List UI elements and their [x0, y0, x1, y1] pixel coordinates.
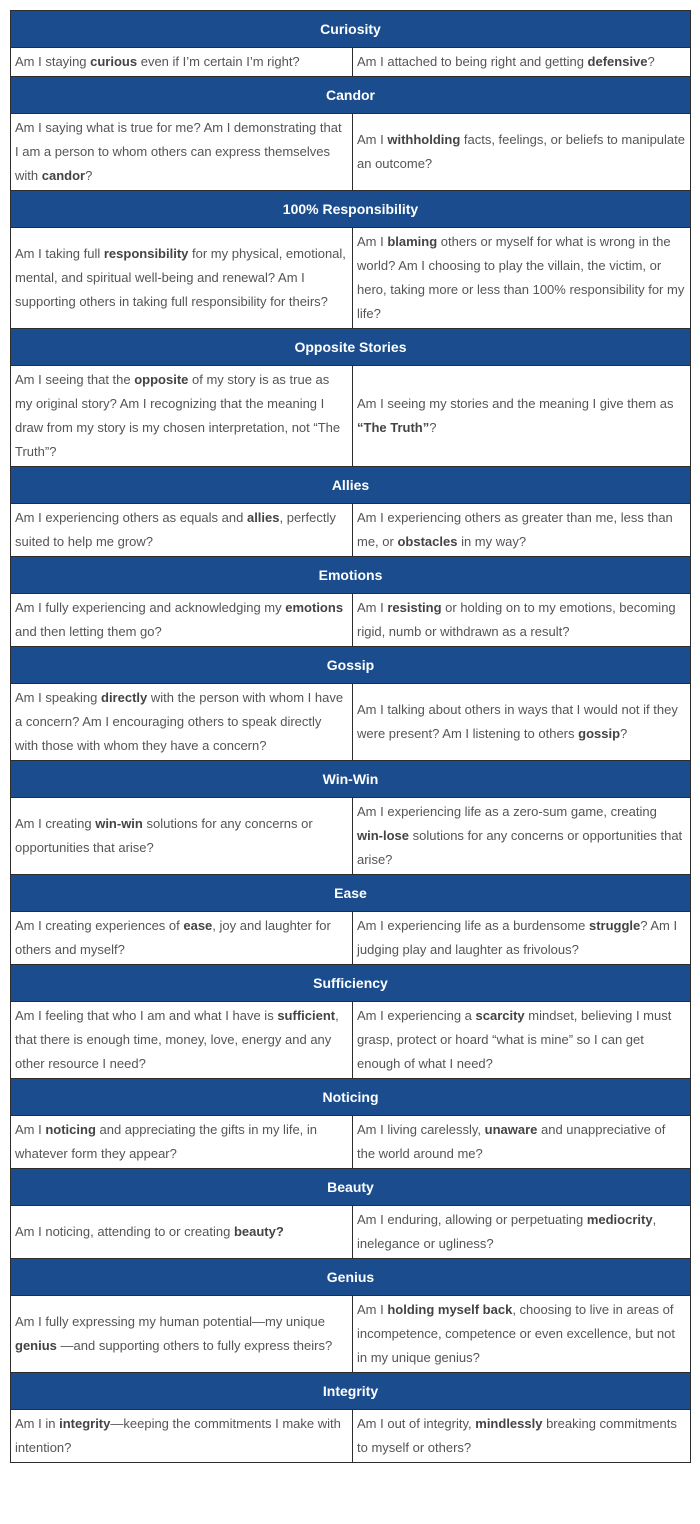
section-title: Genius — [11, 1259, 691, 1296]
below-the-line-question — [353, 1410, 691, 1463]
section-header-row-gossip — [11, 647, 691, 684]
section-header-row-integrity — [11, 1373, 691, 1410]
key-term: noticing — [45, 1122, 96, 1137]
above-the-line-question — [11, 366, 353, 467]
below-the-line-question — [353, 366, 691, 467]
key-term: holding myself back — [387, 1302, 513, 1317]
question-row-curiosity — [11, 48, 691, 77]
question-text: Am I experiencing others as greater than me, less than me, or — [357, 510, 673, 549]
question-text: Am I enduring, allowing or perpetuating — [357, 1212, 587, 1227]
below-the-line-question — [353, 684, 691, 761]
section-title: Curiosity — [11, 11, 691, 48]
section-title: Win-Win — [11, 761, 691, 798]
key-term: win-win — [95, 816, 143, 831]
section-header-row-emotions — [11, 557, 691, 594]
key-term: responsibility — [103, 246, 189, 261]
key-term: “The Truth” — [357, 420, 430, 435]
question-text: Am I experiencing life as a burdensome — [357, 918, 589, 933]
key-term: scarcity — [475, 1008, 525, 1023]
question-row-sufficiency — [11, 1002, 691, 1079]
key-term: emotions — [285, 600, 344, 615]
section-header-row-beauty — [11, 1169, 691, 1206]
question-text: or holding on to my emotions, becoming rigid, numb or withdrawn as a result? — [357, 600, 676, 639]
question-text: , joy and laughter for others and myself? — [15, 918, 331, 957]
below-the-line-question — [353, 48, 691, 77]
section-header-row-candor — [11, 77, 691, 114]
question-text: breaking commitments to myself or others? — [357, 1416, 677, 1455]
section-header-row-sufficiency — [11, 965, 691, 1002]
below-the-line-question — [353, 228, 691, 329]
question-text: ? — [647, 54, 655, 69]
above-the-line-question — [11, 48, 353, 77]
question-text: Am I — [15, 1122, 46, 1137]
question-text: and unappreciative of the world around me? — [357, 1122, 666, 1161]
question-text: Am I out of integrity, — [357, 1416, 476, 1431]
question-row-integrity — [11, 1410, 691, 1463]
section-title: Gossip — [11, 647, 691, 684]
question-text: ? — [85, 168, 93, 183]
section-title: Opposite Stories — [11, 329, 691, 366]
section-title: Ease — [11, 875, 691, 912]
question-row-emotions — [11, 594, 691, 647]
question-text: Am I in — [15, 1416, 60, 1431]
question-text: facts, feelings, or beliefs to manipulate an outcome? — [357, 132, 685, 171]
key-term: directly — [101, 690, 148, 705]
above-the-line-question — [11, 1116, 353, 1169]
question-text: , that there is enough time, money, love, energy and any other resource I need? — [15, 1008, 339, 1071]
question-text: Am I — [357, 600, 388, 615]
key-term: sufficient — [277, 1008, 336, 1023]
key-term: integrity — [59, 1416, 111, 1431]
question-text: Am I creating — [15, 816, 96, 831]
question-text: Am I talking about others in ways that I would not if they were present? Am I listening to others — [357, 702, 678, 741]
question-text: Am I experiencing a — [357, 1008, 476, 1023]
question-row-win-win — [11, 798, 691, 875]
below-the-line-question — [353, 594, 691, 647]
section-title: Allies — [11, 467, 691, 504]
question-text: with the person with whom I have a concern? Am I encouraging others to speak directly with those with whom they have a concern? — [15, 690, 344, 753]
key-term: withholding — [387, 132, 461, 147]
section-title: Sufficiency — [11, 965, 691, 1002]
below-the-line-question — [353, 1296, 691, 1373]
question-text: of my story is as true as my original story? Am I recognizing that the meaning I draw from my story is my chosen interpretation, not “The Truth”? — [15, 372, 341, 459]
question-text: Am I — [357, 132, 388, 147]
section-header-row-opposite-stories — [11, 329, 691, 366]
section-title: Emotions — [11, 557, 691, 594]
question-text: , choosing to live in areas of incompetence, competence or even excellence, but not in my unique genius? — [357, 1302, 675, 1365]
above-the-line-question — [11, 594, 353, 647]
section-header-row-100-responsibility — [11, 191, 691, 228]
key-term: candor — [41, 168, 86, 183]
key-term: ease — [183, 918, 213, 933]
question-text: ? — [429, 420, 437, 435]
question-text: ? — [620, 726, 628, 741]
question-text: and then letting them go? — [15, 624, 162, 639]
question-text: Am I — [357, 234, 388, 249]
question-text: Am I attached to being right and getting — [357, 54, 588, 69]
question-text: others or myself for what is wrong in the world? Am I choosing to play the villain, the victim, or hero, taking more or less than 100% responsibility for my life? — [357, 234, 685, 321]
question-text: Am I staying — [15, 54, 91, 69]
question-text: , perfectly suited to help me grow? — [15, 510, 336, 549]
question-text: Am I living carelessly, — [357, 1122, 485, 1137]
above-the-line-question — [11, 1410, 353, 1463]
above-the-line-question — [11, 504, 353, 557]
above-the-line-question — [11, 228, 353, 329]
key-term: curious — [90, 54, 138, 69]
question-text: for my physical, emotional, mental, and spiritual well-being and renewal? Am I supporting others in taking full responsibility for theirs? — [15, 246, 346, 309]
section-header-row-ease — [11, 875, 691, 912]
question-text: Am I feeling that who I am and what I have is — [15, 1008, 278, 1023]
question-row-100-responsibility — [11, 228, 691, 329]
question-text: Am I seeing my stories and the meaning I give them as — [357, 396, 674, 411]
question-row-allies — [11, 504, 691, 557]
question-text: even if I’m certain I’m right? — [137, 54, 300, 69]
commitments-sheet — [10, 10, 690, 1463]
key-term: mediocrity — [586, 1212, 653, 1227]
question-text: Am I fully experiencing and acknowledging my — [15, 600, 286, 615]
key-term: resisting — [387, 600, 442, 615]
key-term: gossip — [578, 726, 621, 741]
section-header-row-allies — [11, 467, 691, 504]
question-text: Am I experiencing others as equals and — [15, 510, 247, 525]
question-row-genius — [11, 1296, 691, 1373]
key-term: unaware — [484, 1122, 538, 1137]
question-text: Am I taking full — [15, 246, 104, 261]
question-text: Am I noticing, attending to or creating — [15, 1224, 234, 1239]
question-text: ? Am I judging play and laughter as frivolous? — [357, 918, 678, 957]
question-text: , inelegance or ugliness? — [357, 1212, 657, 1251]
section-title: Noticing — [11, 1079, 691, 1116]
question-text: Am I — [357, 1302, 388, 1317]
question-text: in my way? — [457, 534, 527, 549]
section-title: Candor — [11, 77, 691, 114]
question-row-opposite-stories — [11, 366, 691, 467]
question-text: Am I fully expressing my human potential—my unique — [15, 1314, 325, 1329]
below-the-line-question — [353, 1002, 691, 1079]
key-term: allies — [246, 510, 280, 525]
question-text: —keeping the commitments I make with intention? — [15, 1416, 341, 1455]
below-the-line-question — [353, 798, 691, 875]
below-the-line-question — [353, 1116, 691, 1169]
question-text: Am I experiencing life as a zero-sum game, creating — [357, 804, 657, 819]
question-row-noticing — [11, 1116, 691, 1169]
key-term: mindlessly — [475, 1416, 543, 1431]
above-the-line-question — [11, 1206, 353, 1259]
question-row-gossip — [11, 684, 691, 761]
section-header-row-curiosity — [11, 11, 691, 48]
above-the-line-question — [11, 1296, 353, 1373]
section-title: 100% Responsibility — [11, 191, 691, 228]
below-the-line-question — [353, 912, 691, 965]
section-title: Beauty — [11, 1169, 691, 1206]
below-the-line-question — [353, 504, 691, 557]
question-text: Am I saying what is true for me? Am I demonstrating that I am a person to whom others can express themselves with — [15, 120, 342, 183]
question-text: solutions for any concerns or opportunities that arise? — [357, 828, 683, 867]
question-text: solutions for any concerns or opportunities that arise? — [15, 816, 313, 855]
question-row-ease — [11, 912, 691, 965]
question-text: —and supporting others to fully express theirs? — [56, 1338, 333, 1353]
commitments-table — [10, 10, 691, 1463]
key-term: genius — [15, 1338, 57, 1353]
key-term: win-lose — [357, 828, 410, 843]
above-the-line-question — [11, 114, 353, 191]
below-the-line-question — [353, 114, 691, 191]
question-text: and appreciating the gifts in my life, in whatever form they appear? — [15, 1122, 318, 1161]
key-term: defensive — [587, 54, 648, 69]
question-text: mindset, believing I must grasp, protect or hoard “what is mine” so I can get enough of what I need? — [357, 1008, 672, 1071]
key-term: blaming — [387, 234, 438, 249]
key-term: opposite — [134, 372, 189, 387]
key-term: beauty? — [233, 1224, 284, 1239]
question-text: Am I seeing that the — [15, 372, 135, 387]
section-header-row-win-win — [11, 761, 691, 798]
above-the-line-question — [11, 798, 353, 875]
key-term: struggle — [588, 918, 641, 933]
question-text: Am I speaking — [15, 690, 101, 705]
section-header-row-genius — [11, 1259, 691, 1296]
question-text: Am I creating experiences of — [15, 918, 184, 933]
section-title: Integrity — [11, 1373, 691, 1410]
key-term: obstacles — [397, 534, 458, 549]
above-the-line-question — [11, 1002, 353, 1079]
commitments-table-body — [11, 11, 691, 1463]
above-the-line-question — [11, 684, 353, 761]
question-row-beauty — [11, 1206, 691, 1259]
above-the-line-question — [11, 912, 353, 965]
below-the-line-question — [353, 1206, 691, 1259]
question-row-candor — [11, 114, 691, 191]
section-header-row-noticing — [11, 1079, 691, 1116]
